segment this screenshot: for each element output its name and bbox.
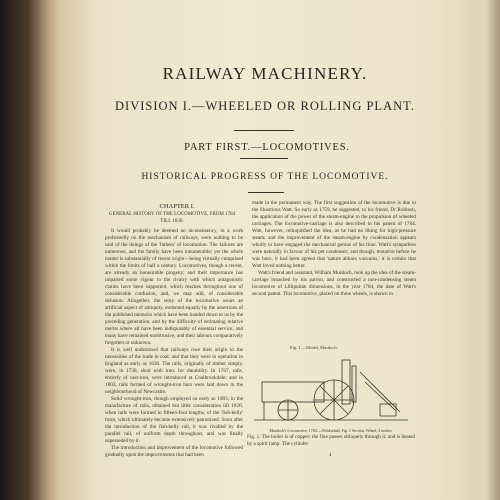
section-heading: HISTORICAL PROGRESS OF THE LOCOMOTIVE. [141,172,389,182]
boiler-shape [262,382,324,402]
left-paragraph-3: Solid wrought-iron, though employed so early as 1803, in the manufacture of rails, obtained but little consideration till 1820, when rails were formed in fifteen-foot lengths, of the 'fish-belly' form, which ultimately became extensively patronized. Soon after the introduction of the fish-belly rail, it was rivalled by the parallel rail, of uniform depth throughout, and was finally superseded by it. [105,396,243,444]
page-title: RAILWAY MACHINERY. [162,64,368,83]
left-paragraph-4: The introduction and improvement of the locomotive followed gradually upon the improvements that had been [105,445,243,458]
page-number: 4 [329,453,332,458]
divider-rule-2 [240,158,288,159]
page-edge-shadow [486,0,500,500]
part-heading: PART FIRST.—LOCOMOTIVES. [184,142,350,153]
divider-rule-3 [248,192,284,193]
left-paragraph-2: It is well understood that railways owe their origin to the necessities of the trade in coal, and that they were in operation in England as early as 1630. The rails, originally of timber simply, were, in 1738, shod with iron, for durability. In 1767, rails, entirely of cast-iron, were introduced at Coalbrookdale; and in 1803, rails formed of wrought-iron bars were laid down in the neighbourhood of Newcastle. [105,347,243,395]
locomotive-figure [250,352,412,426]
right-paragraph-1: made in the permanent way. The first suggestion of the locomotive is due to the illustrious Watt. So early as 1759, he suggested, to his friend, Dr Robison, the application of the power of the steam-engine to the propulsion of wheeled carriages. The locomotive-carriage is also described in his patent of 1784. Watt, however, relinquished the idea, as he had no liking for high-pressure steam; and the improvement of the steam-engine by condensation appears wholly to have engaged the mechanical genius of his time. Watt's sympathies were naturally in favour of his pet condenser; and though, tentative before he was born, it had been agreed that 'nature abhors vacuums,' it is certain that Watt loved nothing better. [252,200,416,269]
left-text-column [105,228,243,460]
figure-title: Fig. 1.—Model, Murdoch. [290,345,338,350]
division-heading: DIVISION I.—WHEELED OR ROLLING PLANT. [115,99,415,113]
text-below-figure: Fig. 1. The boiler is of copper; the flue passes obliquely through it, and is heated by a spirit lamp. The cylinder [247,434,415,447]
left-paragraph-1: It would probably be deemed an inconsistency, in a work professedly on the mechanism of railways, were nothing to be said of the doings of the 'fathers' of locomotion. The failures are numerous, and the family have been innumerable; yet the whole matter is substantially of recent origin—being virtually comprised within the limits of half a century. Locomotives, though a recent, are already an honourable progeny; and their importance has imparted some vigour to the rivalry with which antagonistic claims have been supported, which reaches throughout one of considerable confusion, and, we may add, of considerable delusion. Altogether, the story of the locomotive wears an artificial aspect of antiquity, endorsed equally by the assertions of the published memoirs which have been handed down to us by the preceding generation, and by the difficulty of estimating relative merits where all have been indisputably of essential service, and many have remained unobtrusive, and their labours comparatively forgotten or unknown. [105,228,243,346]
chapter-subtitle: GENERAL HISTORY OF THE LOCOMOTIVE, FROM 1784 TILL 1830. [108,212,236,224]
divider-rule-1 [234,130,294,131]
figure-caption: Murdoch's Locomotive, 1784.—Wildoxhall, Fig. 1 Section. Wheel, 3 inches. [269,428,393,433]
chapter-number: CHAPTER I. [159,203,195,210]
right-text-column [252,200,416,340]
right-paragraph-2: Watt's friend and assistant, William Murdoch, took up the idea of the steam-carriage broached by his patron, and constructed a non-condensing steam locomotive of Lilliputian dimensions, in the year 1784, the date of Watt's second patent. This locomotive, placed on three wheels, is shown in [252,270,416,297]
book-spine-shadow [0,0,62,500]
